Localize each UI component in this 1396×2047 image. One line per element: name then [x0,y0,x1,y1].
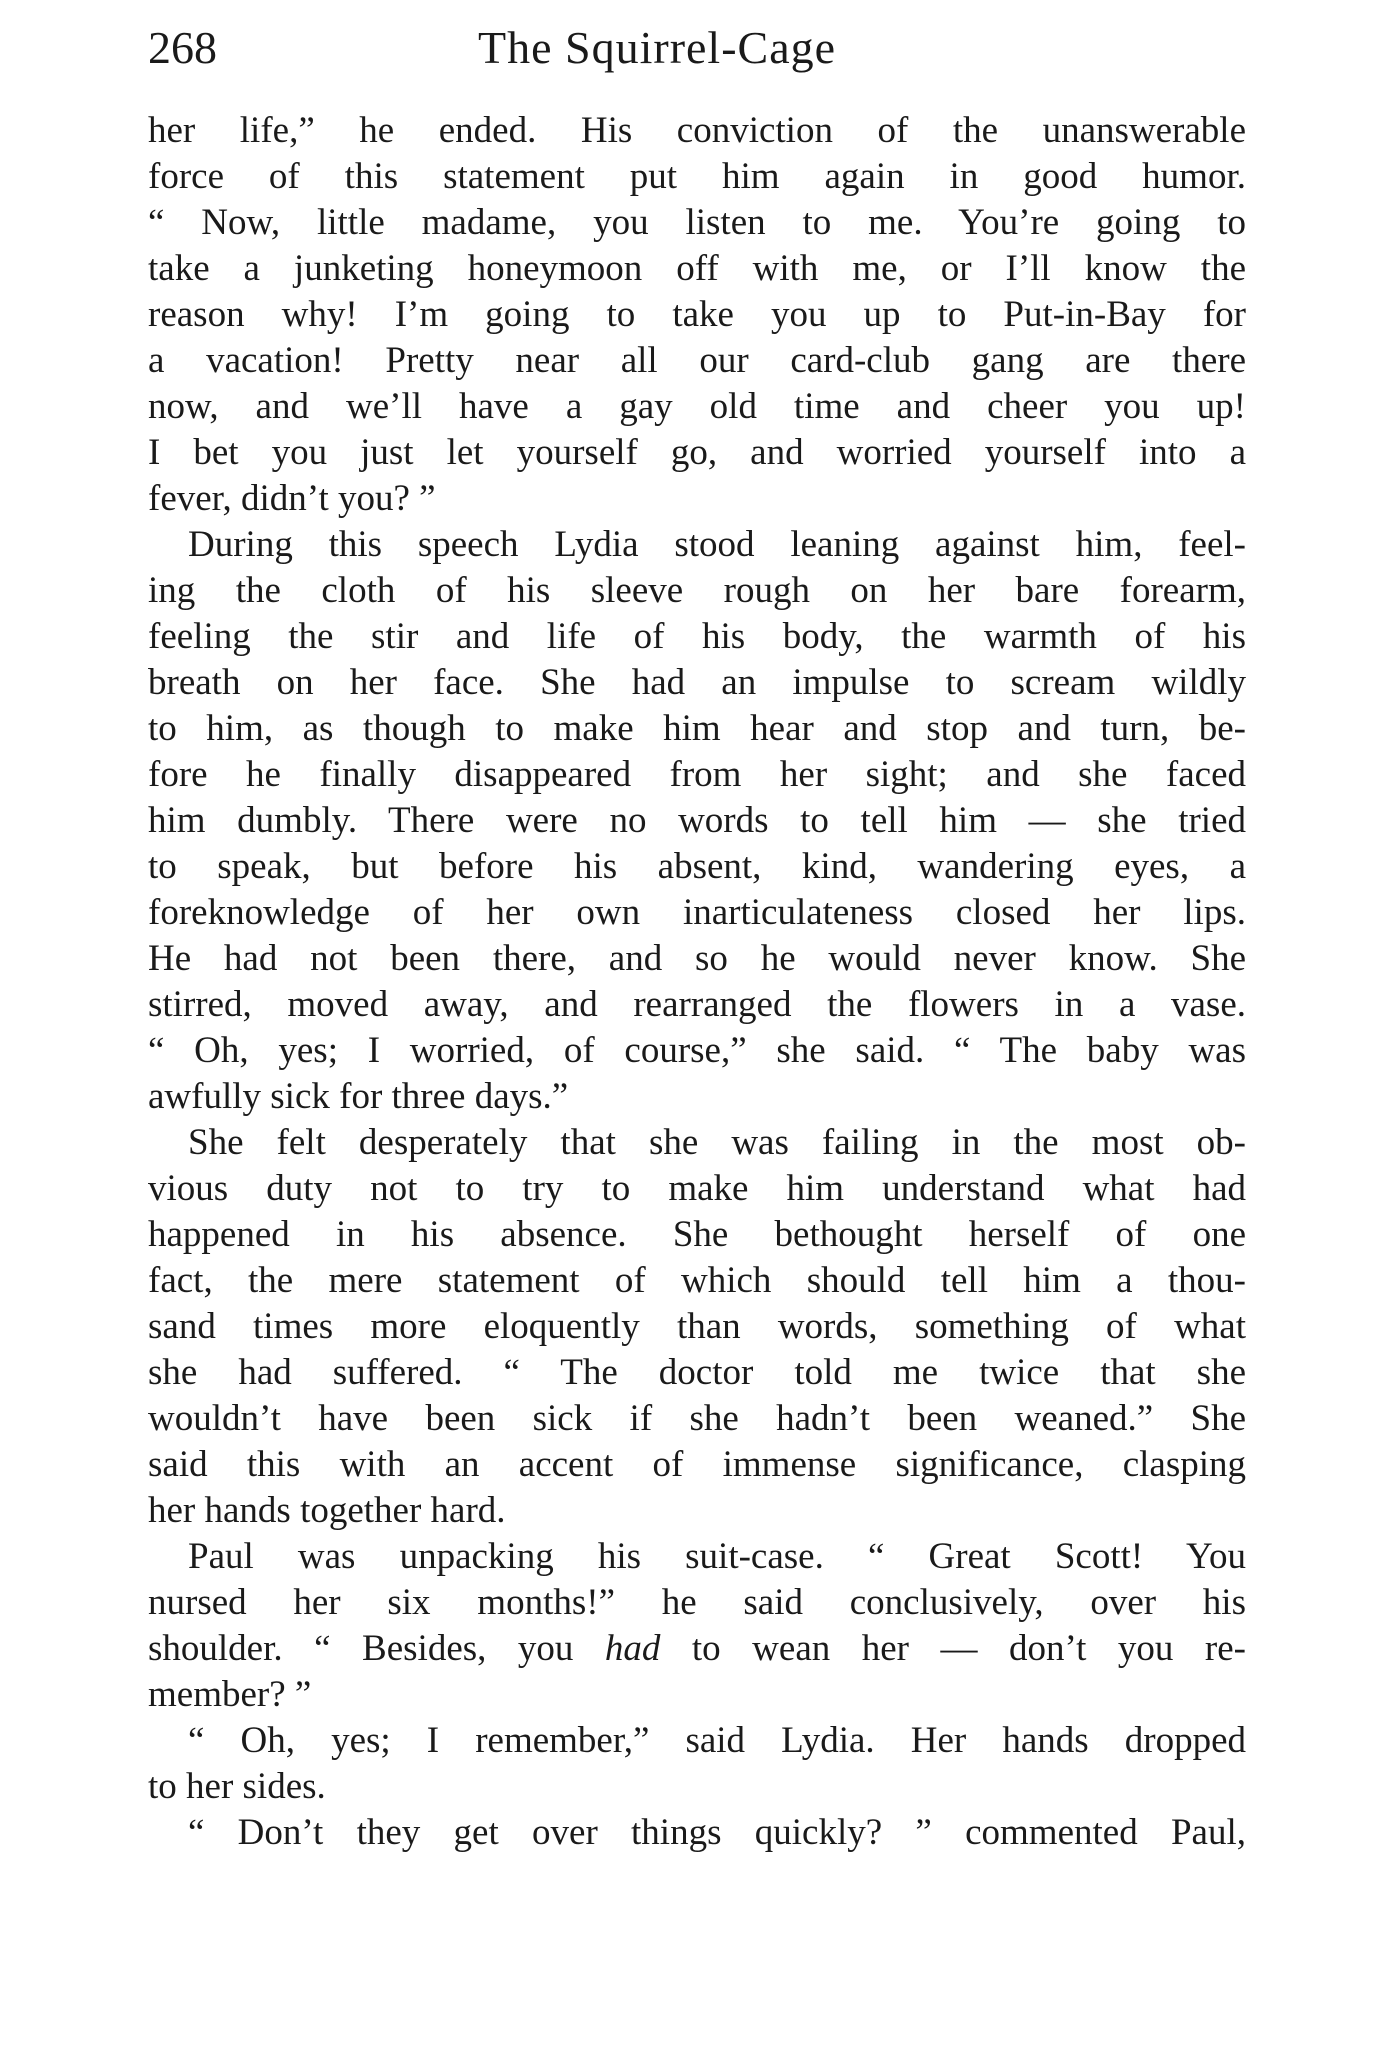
text-line: she had suffered. “ The doctor told me twice that she [148,1352,1246,1393]
text-line: said this with an accent of immense significance, clasping [148,1444,1246,1485]
text-line: a vacation! Pretty near all our card-club gang are there [148,340,1246,381]
text-line: ing the cloth of his sleeve rough on her bare forearm, [148,570,1246,611]
text-line: “ Now, little madame, you listen to me. You’re going to [148,202,1246,243]
text-line: I bet you just let yourself go, and worried yourself into a [148,432,1246,473]
text-line: her hands together hard. [148,1490,506,1531]
text-line-with-italic [148,1626,1246,1672]
text-line: stirred, moved away, and rearranged the flowers in a vase. [148,984,1246,1025]
text-line: member? ” [148,1674,312,1715]
text-line: vious duty not to try to make him understand what had [148,1168,1246,1209]
body-text [148,108,1246,1856]
paragraph-start-line: “ Oh, yes; I remember,” said Lydia. Her hands dropped [188,1720,1246,1761]
italic-emphasis: had [604,1628,661,1669]
text-line: feeling the stir and life of his body, the warmth of his [148,616,1246,657]
line-segment: shoulder. “ Besides, you [148,1628,605,1669]
text-line: awfully sick for three days.” [148,1076,569,1117]
paragraph-start-line: “ Don’t they get over things quickly? ” commented Paul, [188,1812,1246,1853]
running-title: The Squirrel-Cage [478,22,837,73]
text-line: “ Oh, yes; I worried, of course,” she said. “ The baby was [148,1030,1246,1071]
text-line: nursed her six months!” he said conclusively, over his [148,1582,1246,1623]
text-line: He had not been there, and so he would never know. She [148,938,1246,979]
text-line: breath on her face. She had an impulse to scream wildly [148,662,1246,703]
line-segment: to wean her — don’t you re- [660,1628,1246,1669]
text-line: to speak, but before his absent, kind, wandering eyes, a [148,846,1246,887]
page-number: 268 [148,22,217,73]
text-line: her life,” he ended. His conviction of the unanswerable [148,110,1246,151]
text-line: fore he finally disappeared from her sight; and she faced [148,754,1246,795]
running-head [148,18,1248,78]
text-line: to her sides. [148,1766,326,1807]
text-line: happened in his absence. She bethought herself of one [148,1214,1246,1255]
text-line: to him, as though to make him hear and stop and turn, be- [148,708,1246,749]
paragraph-start-line: Paul was unpacking his suit-case. “ Great Scott! You [188,1536,1246,1577]
text-line: sand times more eloquently than words, something of what [148,1306,1246,1347]
text-line: reason why! I’m going to take you up to Put-in-Bay for [148,294,1246,335]
text-line: wouldn’t have been sick if she hadn’t been weaned.” She [148,1398,1246,1439]
text-line: take a junketing honeymoon off with me, or I’ll know the [148,248,1246,289]
text-line: now, and we’ll have a gay old time and cheer you up! [148,386,1246,427]
paragraph-start-line: She felt desperately that she was failing in the most ob- [188,1122,1246,1163]
paragraph-start-line: During this speech Lydia stood leaning against him, feel- [188,524,1246,565]
text-line: foreknowledge of her own inarticulateness closed her lips. [148,892,1246,933]
text-line: him dumbly. There were no words to tell him — she tried [148,800,1246,841]
text-line: fever, didn’t you? ” [148,478,436,519]
text-line: force of this statement put him again in good humor. [148,156,1246,197]
text-line: fact, the mere statement of which should tell him a thou- [148,1260,1246,1301]
